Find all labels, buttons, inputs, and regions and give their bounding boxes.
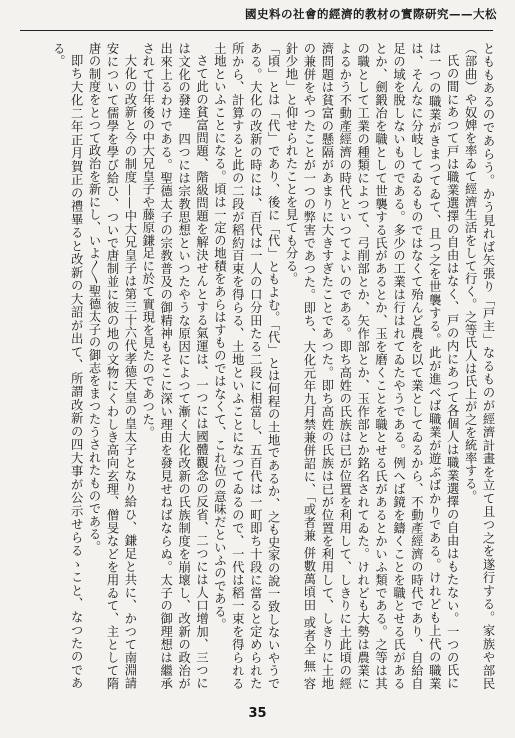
paragraph: 大化の改新と今の制度——中大兄皇子は第三十六代孝德天皇の皇太子となり給ひ、鎌足と共に、かつて南淵請安について儒學を學び給ひ、ついで唐制並に彼の地の文物にくわしき高向玄理、僧旻などを用ゐて、主として隋唐の制度をとつて政治を新にし、いよ〳〵聖德太子の御志をまつたうされたものである。 [87,42,137,690]
header-rule [20,30,493,31]
paragraph: 氏の間にあつて戸は職業選擇の自由はなく、戸の内にあつて各個人は職業選擇の自由はもたない。一つの氏には一つの職業がきまつてゐて、且つ之を世襲する。此が進べば職業が遊ぶばかりである。けれども上代の職業は、そんなに分岐してゐるものではなくて殆んど農を以て業としてゐるから、不動產經濟の時代であり、自給自足の域を脫しないものである。多少の工業は行はれてゐたやうである。例へば鏡を鑄くことを職とせる氏があるとか、劍鍛冶を職として世襲する氏があるとか、玉を磨くことを職とせる氏があるとかいふ類である。之等は其の職として工業の種類によつて、弓削部とか、矢作部とか、玉作部とか銘名されてゐた。けれども大勢は農業によるかう不動產經濟の時代といつてよいのである。即ち高姓の氏族は已が位置を利用して、しきりに土此頃の經濟問題は貧富の懸隔があまりに大きすぎたことであつた。即ち高姓の氏族は已が位置を利用して、しきりに土地の兼併をやつたことが一つの弊害であつた。即ち、大化元年九月禁兼併詔に、「或者兼 併數萬頃田 或者全 無 容針少地」と仰せられたことを見ても分る。 [284,42,460,690]
paragraph: とももあるのであらう。かう見れば矢張り「戸主」なるものが經濟計畫を立て且つ之を遂行する。家族や部民（部曲）や奴婢を率ゐて經濟生活をして行く。之等氏人は氏上が之を統率する。 [463,42,495,690]
paragraph: さて此の貧富問題、階級問題を解決せんとする氣運は、一つには國體觀念の反省、二つには人口增加、三つには文化の發達 四つには宗教思想といつたやうな原因によつて漸く大化改新の氏族制度を崩壞し、改新の政治が出來上るわけである。聖德太子の宗教普及の御精神もそこに深い理由を發見せねばならぬ。太子の御理想は繼承されて廿年後の中大兄皇子や藤原鎌足に於て實現を見たのであつた。 [140,42,209,690]
page-number: 35 [248,706,267,721]
body-text [20,42,496,690]
paragraph: 「頃」とは「代」であり、後に「代」ともよむ。「代」とは何程の土地であるか、之も史家の說一致しないやうである。大化の改新の時には、百代は一人の口分田たる二段に相當し、五百代は一町即ち十段に當ると定められた所から、計算すると此の二段が稻約百束を得らる、土地といふことになつてゐるので、一代は稻一束を得られる土地といふことになる。頃は一定の地積をあらはすものではなくて、これ位の意味だといふのである。 [212,42,281,690]
running-title: 國史料の社會的經濟的教材の實際研究——大松 [245,7,497,21]
running-header [12,6,503,28]
paragraph: 即ち大化二年正月賀正の禮畢ると改新の大詔が出て、所謂改新の四大事が公示せらるゝこと、なつたのである。 [51,42,84,690]
